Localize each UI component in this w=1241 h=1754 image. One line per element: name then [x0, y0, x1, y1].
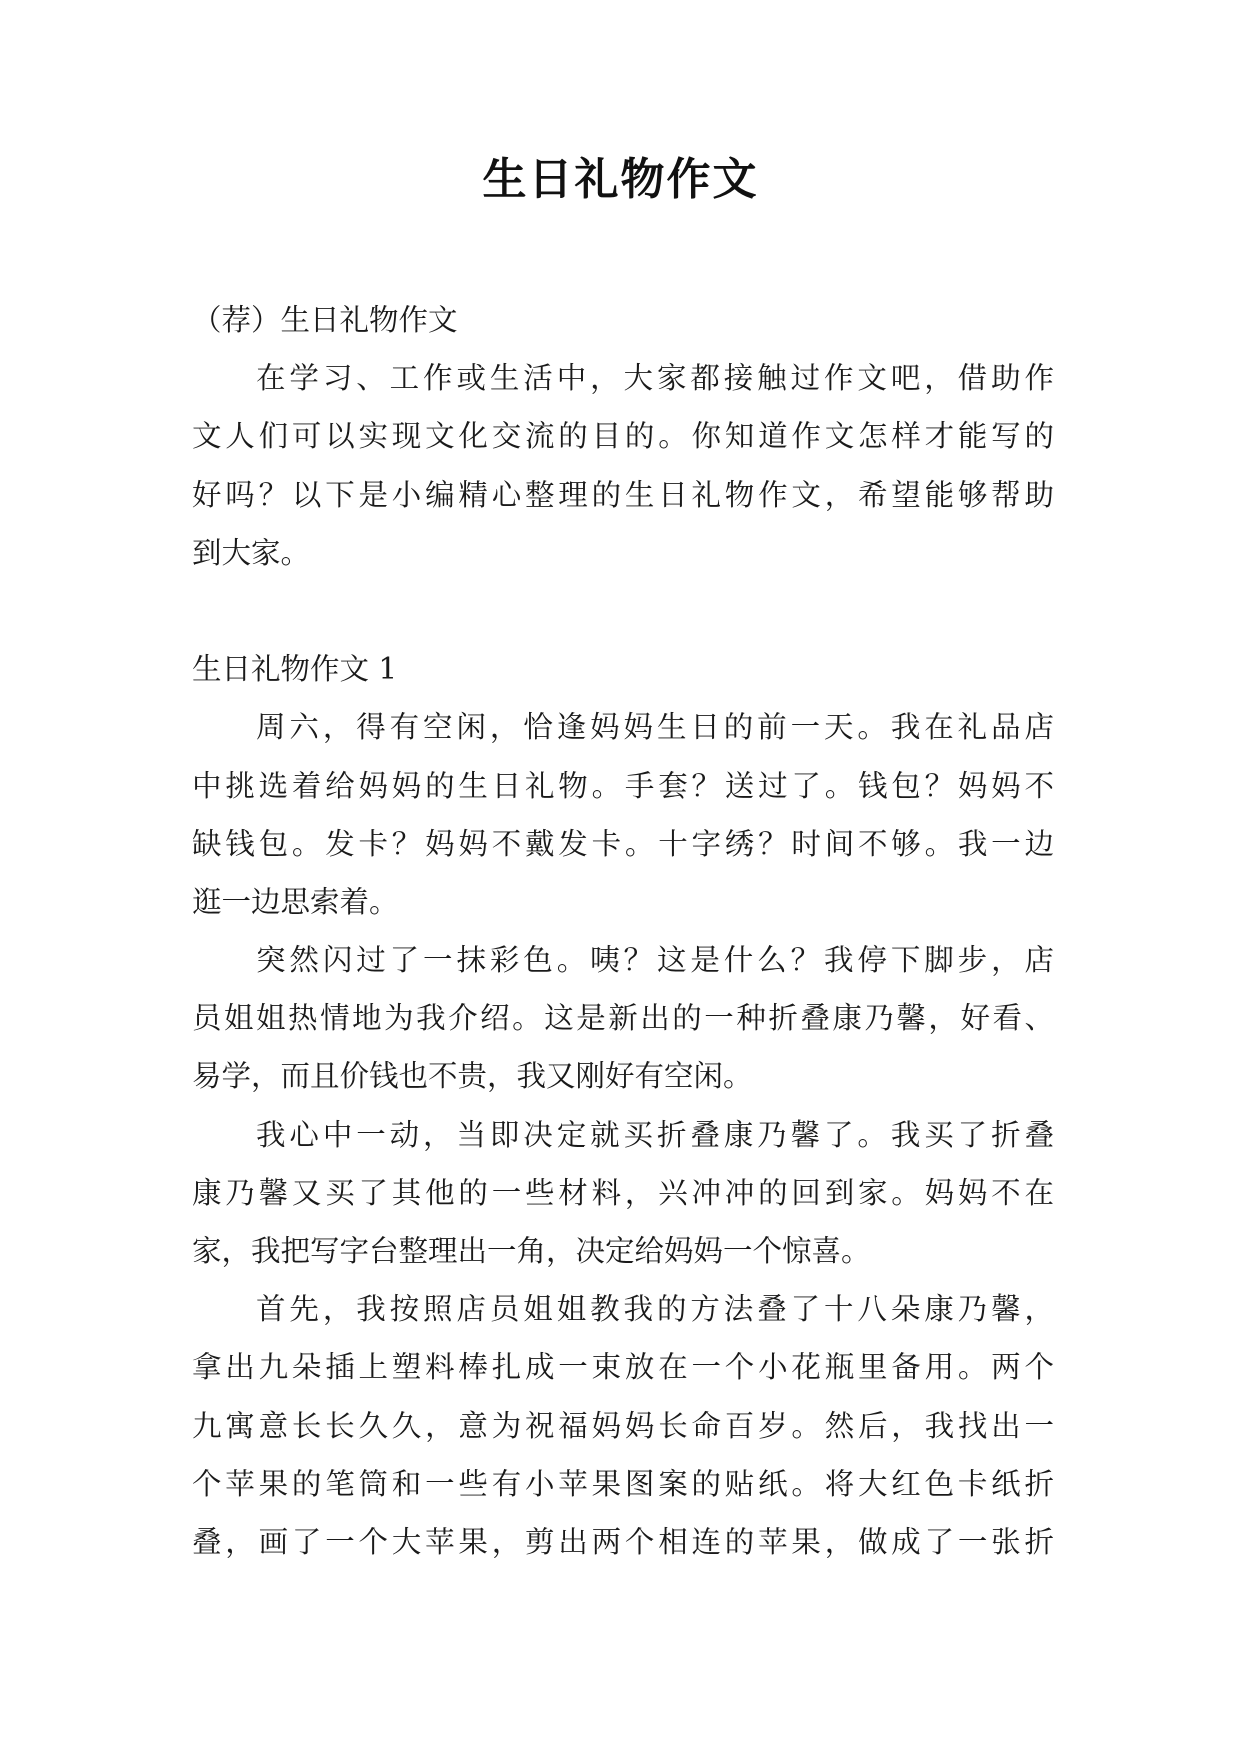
paragraph-line: 家，我把写字台整理出一角，决定给妈妈一个惊喜。 [192, 1234, 871, 1268]
paragraph-line: 我心中一动，当即决定就买折叠康乃馨了。我买了折叠 [256, 1117, 1054, 1152]
paragraph-line: 首先，我按照店员姐姐教我的方法叠了十八朵康乃馨， [256, 1292, 1054, 1327]
body-paragraph [192, 1106, 1054, 1281]
blank-line [192, 582, 1054, 640]
paragraph-line: 叠，画了一个大苹果，剪出两个相连的苹果，做成了一张折 [192, 1524, 1054, 1559]
paragraph-line: 个苹果的笔筒和一些有小苹果图案的贴纸。将大红色卡纸折 [192, 1466, 1054, 1501]
document-title: 生日礼物作文 [482, 154, 759, 205]
paragraph-line: 易学，而且价钱也不贵，我又刚好有空闲。 [192, 1059, 753, 1094]
document-body [192, 291, 1054, 1571]
paragraph-line: 好吗？以下是小编精心整理的生日礼物作文，希望能够帮助 [192, 477, 1054, 512]
paragraph-line: 拿出九朵插上塑料棒扎成一束放在一个小花瓶里备用。两个 [192, 1350, 1054, 1385]
paragraph-line: 突然闪过了一抹彩色。咦？这是什么？我停下脚步，店 [256, 943, 1054, 978]
body-paragraph [192, 1280, 1054, 1571]
paragraph-line: 在学习、工作或生活中，大家都接触过作文吧，借助作 [256, 361, 1054, 396]
paragraph-line: 周六，得有空闲，恰逢妈妈生日的前一天。我在礼品店 [256, 710, 1054, 745]
paragraph-line: 逛一边思索着。 [192, 884, 399, 919]
body-paragraph [192, 931, 1054, 1106]
body-paragraph [192, 698, 1054, 931]
paragraph-line: 缺钱包。发卡？妈妈不戴发卡。十字绣？时间不够。我一边 [192, 826, 1054, 861]
intro-paragraph [192, 349, 1054, 582]
paragraph-line: 康乃馨又买了其他的一些材料，兴冲冲的回到家。妈妈不在 [192, 1175, 1054, 1210]
paragraph-line: 中挑选着给妈妈的生日礼物。手套？送过了。钱包？妈妈不 [192, 768, 1054, 803]
subtitle-line: （荐）生日礼物作文 [192, 303, 458, 337]
paragraph-line: 九寓意长长久久，意为祝福妈妈长命百岁。然后，我找出一 [192, 1408, 1054, 1443]
paragraph-line: 员姐姐热情地为我介绍。这是新出的一种折叠康乃馨，好看、 [192, 1001, 1054, 1036]
paragraph-line: 到大家。 [192, 535, 311, 570]
section-heading: 生日礼物作文 1 [192, 652, 398, 687]
paragraph-line: 文人们可以实现文化交流的目的。你知道作文怎样才能写的 [192, 419, 1054, 454]
